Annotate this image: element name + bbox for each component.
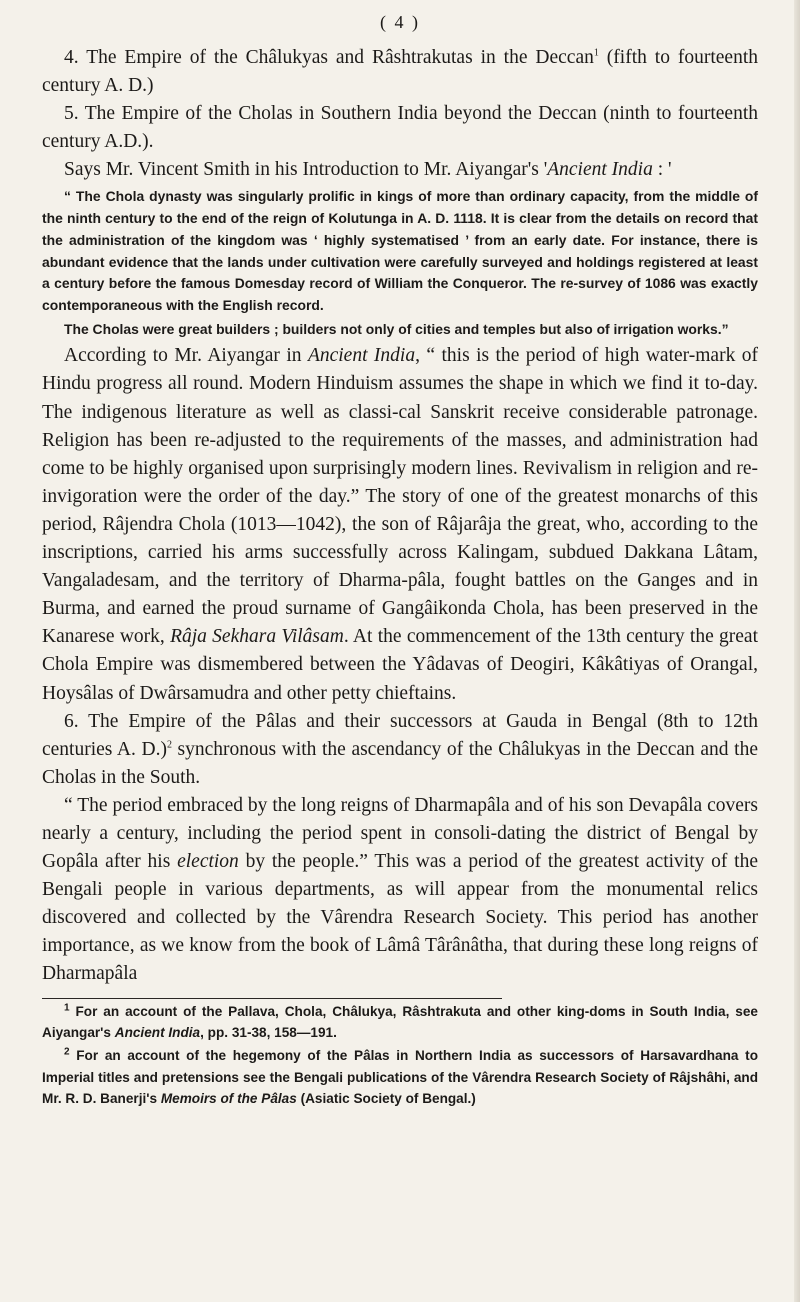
block-quote-builders: The Cholas were great builders ; builders not only of cities and temples but also of irrigation works.” bbox=[64, 320, 729, 337]
page-number: ( 4 ) bbox=[380, 12, 420, 32]
footnote-divider bbox=[42, 998, 502, 999]
page-body bbox=[42, 44, 758, 1110]
book-title: Memoirs of the Pâlas bbox=[160, 1091, 297, 1107]
book-title: Ancient India bbox=[307, 345, 416, 367]
footnote-ref-2[interactable]: 2 bbox=[166, 739, 172, 751]
emphasis-election: election bbox=[177, 851, 239, 873]
footnote-ref-1[interactable]: 1 bbox=[593, 47, 599, 59]
page-edge-shadow bbox=[794, 0, 800, 1302]
paragraph-vincent-smith: Says Mr. Vincent Smith in his Introduction to Mr. Aiyangar's 'Ancient India : ' bbox=[64, 159, 672, 181]
footnote-marker-2: 2 bbox=[64, 1046, 70, 1058]
paragraph-aiyangar: According to Mr. Aiyangar in Ancient India, “ this is the period of high water-mark of Hindu progress all round. Modern Hinduism assumes the shape in which we find it to-day. The indigenous literature as well as classi-cal Sanskrit receive considerable patronage. Religion has been re-adjusted to the requirements of the masses, and administration had come to be highly organised upon surprisingly modern lines. Revivalism in religion and re-invigoration were the order of the day.” The story of one of the greatest monarchs of this period, Râjendra Chola (1013—1042), the son of Râjarâja the great, who, according to the inscriptions, carried his arms successfully across Kalingam, subdued Dakkana Lâtam, Vangaladesam, and the territory of Dharma-pâla, fought battles on the Ganges and in Burma, and earned the proud surname of Gangâikonda Chola, has been preserved in the Kanarese work, Râja Sekhara Vilâsam. At the commencement of the 13th century the great Chola Empire was dismembered between the Yâdavas of Deogiri, Kâkâtiyas of Orangal, Hoysâlas of Dwârsamudra and other petty chieftains. bbox=[42, 345, 758, 704]
block-quote-chola-dynasty: “ The Chola dynasty was singularly prolific in kings of more than ordinary capacity, from the middle of the ninth century to the end of the reign of Kolutunga in A. D. 1118. It is clear from the details on record that the administration of the kingdom was ‘ highly systematised ’ from an early date. For instance, there is abundant evidence that the lands under cultivation were carefully surveyed and holdings registered at least a century before the famous Domesday record of William the Conqueror. The re-survey of 1086 was exactly contemporaneous with the English record. bbox=[42, 188, 758, 313]
paragraph-empire-palas: 6. The Empire of the Pâlas and their successors at Gauda in Bengal (8th to 12th centuries A. D.)$^2$ synchronous with the ascendancy of the Châlukyas in the Deccan and the Cholas in the South. bbox=[42, 710, 758, 788]
footnote-marker-1: 1 bbox=[64, 1002, 70, 1014]
footnote-2: $^2$ For an account of the hegemony of the Pâlas in Northern India as successors of Harsavardhana to Imperial titles and pretensions see the Bengali publications of the Vârendra Research Society of Râjshâhi, and Mr. R. D. Banerji's Memoirs of the Pâlas (Asiatic Society of Bengal.) bbox=[42, 1046, 758, 1107]
paragraph-dharmapala: “ The period embraced by the long reigns of Dharmapâla and of his son Devapâla covers nearly a century, including the period spent in consoli-dating the district of Bengal by Gopâla after his election by the people.” This was a period of the greatest activity of the Bengali people in various departments, as will appear from the monumental relics discovered and collected by the Vârendra Research Society. This period has another importance, as we know from the book of Lâmâ Târânâtha, that during these long reigns of Dharmapâla bbox=[42, 794, 758, 985]
footnote-1: $^1$ For an account of the Pallava, Chola, Châlukya, Râshtrakuta and other king-doms in South India, see Aiyangar's Ancient India, pp. 31-38, 158—191. bbox=[42, 1002, 758, 1040]
kanarese-work-title: Râja Sekhara Vilâsam bbox=[170, 626, 344, 648]
paragraph-empire-cholas: 5. The Empire of the Cholas in Southern India beyond the Deccan (ninth to fourteenth century A.D.). bbox=[42, 103, 758, 153]
book-title: Ancient India bbox=[547, 159, 653, 181]
paragraph-empire-chalukyas: 4. The Empire of the Châlukyas and Râshtrakutas in the Deccan$^1$ (fifth to fourteenth century A. D.) bbox=[42, 47, 758, 97]
book-title: Ancient India bbox=[114, 1024, 201, 1040]
